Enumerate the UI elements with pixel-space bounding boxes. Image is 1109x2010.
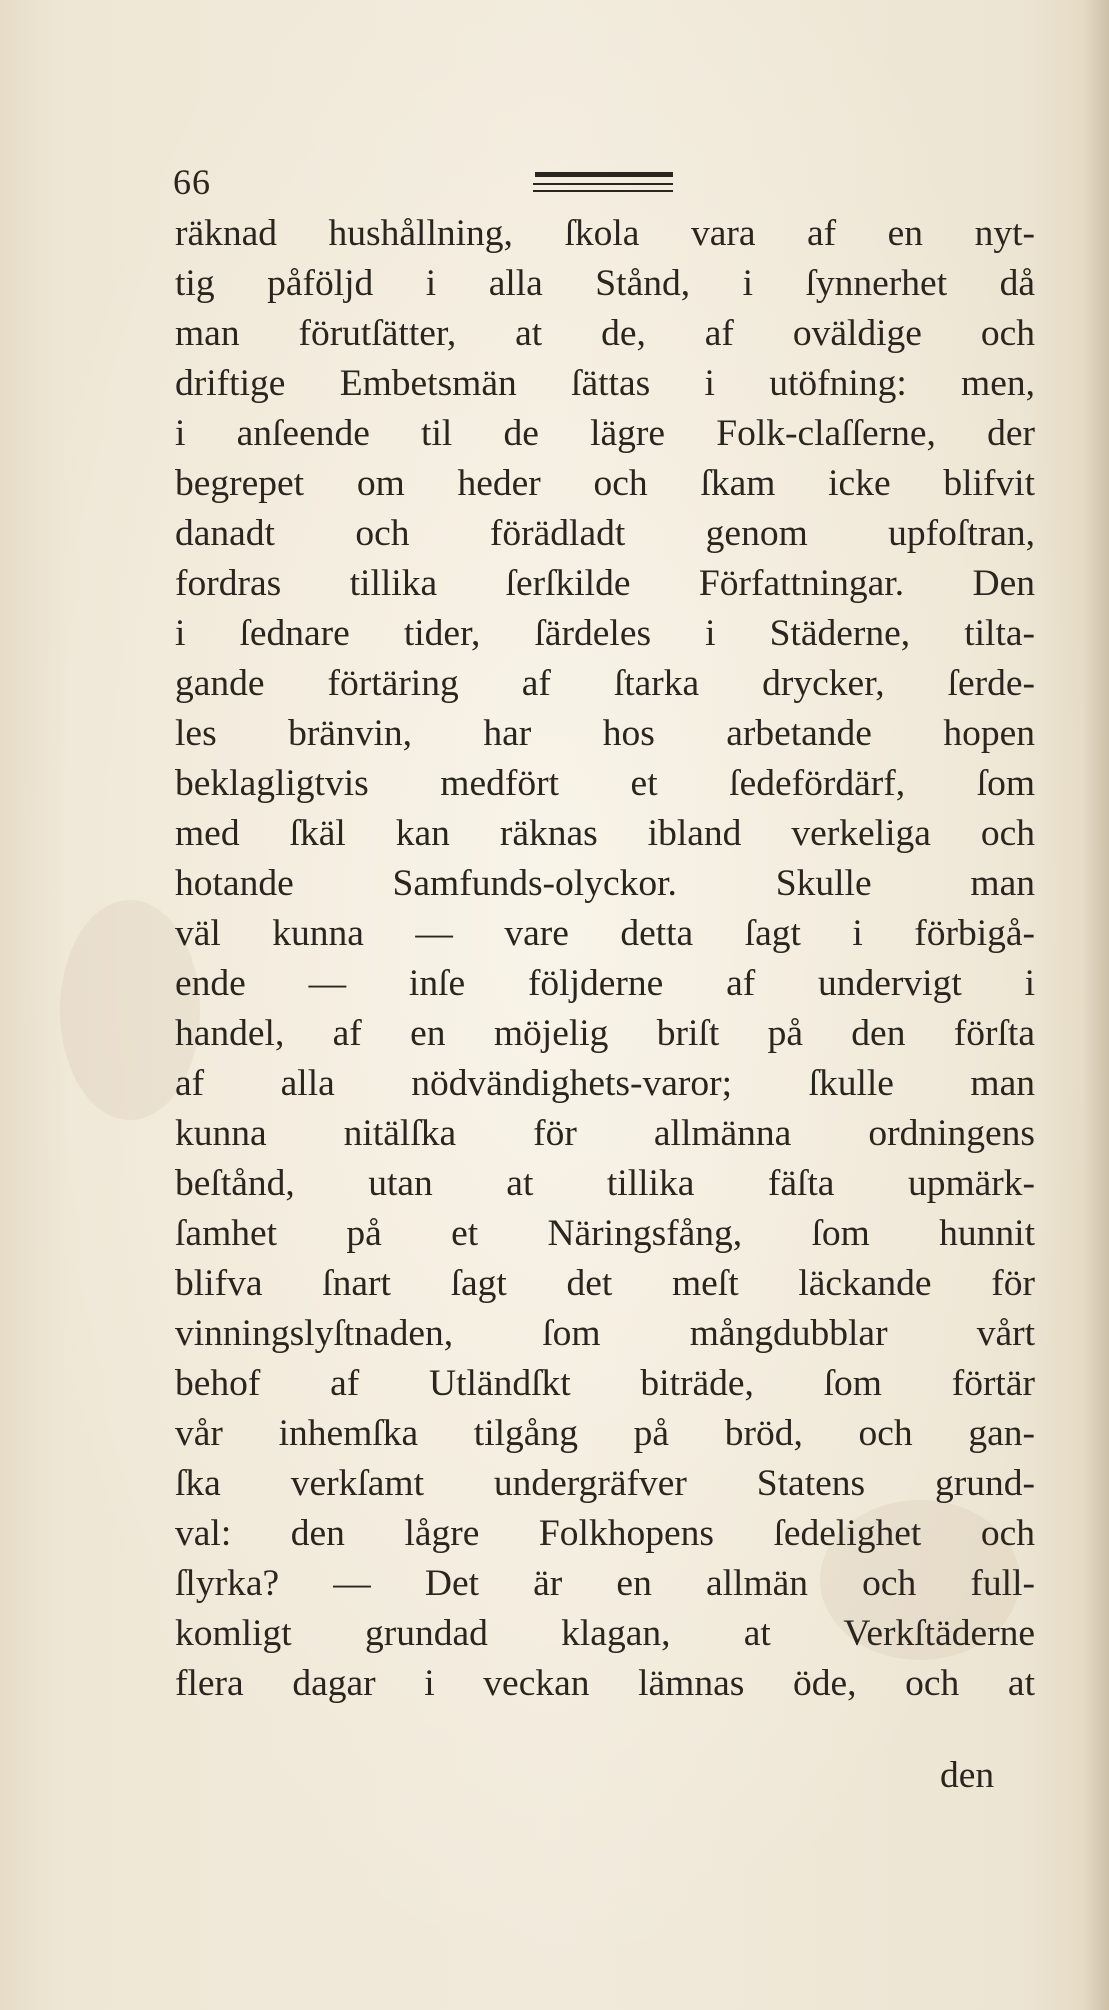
page-number: 66 <box>173 162 211 202</box>
text-line: behof af Utländſkt biträde, ſom förtär <box>175 1363 1035 1404</box>
text-line: hotande Samfunds-olyckor. Skulle man <box>175 863 1035 904</box>
text-line: beſtånd, utan at tillika fäſta upmärk- <box>175 1163 1035 1204</box>
text-line: kunna nitälſka för allmänna ordningens <box>175 1113 1035 1154</box>
text-line: beklagligtvis medfört et ſedefördärf, ſom <box>175 763 1035 804</box>
text-line: danadt och förädladt genom upfoſtran, <box>175 513 1035 554</box>
text-line: räknad hushållning, ſkola vara af en nyt- <box>175 213 1035 254</box>
text-line: blifva ſnart ſagt det meſt läckande för <box>175 1263 1035 1304</box>
text-line: ſamhet på et Näringsfång, ſom hunnit <box>175 1213 1035 1254</box>
text-line: tig påföljd i alla Stånd, i ſynnerhet då <box>175 263 1035 304</box>
text-line: med ſkäl kan räknas ibland verkeliga och <box>175 813 1035 854</box>
text-line: begrepet om heder och ſkam icke blifvit <box>175 463 1035 504</box>
text-line: les bränvin, har hos arbetande hopen <box>175 713 1035 754</box>
text-line: ſka verkſamt undergräfver Statens grund- <box>175 1463 1035 1504</box>
text-line: handel, af en möjelig briſt på den förſta <box>175 1013 1035 1054</box>
text-line: vår inhemſka tilgång på bröd, och gan- <box>175 1413 1035 1454</box>
text-line: väl kunna — vare detta ſagt i förbigå- <box>175 913 1035 954</box>
header-rule <box>535 172 673 177</box>
text-line: ſlyrka? — Det är en allmän och full- <box>175 1563 1035 1604</box>
text-line: af alla nödvändighets-varor; ſkulle man <box>175 1063 1035 1104</box>
text-line: i anſeende til de lägre Folk-claſſerne, der <box>175 413 1035 454</box>
text-line: driftige Embetsmän ſättas i utöfning: men, <box>175 363 1035 404</box>
text-line: val: den lågre Folkhopens ſedelighet och <box>175 1513 1035 1554</box>
body-text <box>175 210 1035 1810</box>
page-fold-shadow <box>1083 0 1109 2010</box>
text-line: gande förtäring af ſtarka drycker, ſerde- <box>175 663 1035 704</box>
text-line: ende — inſe följderne af undervigt i <box>175 963 1035 1004</box>
text-line: man förutſätter, at de, af oväldige och <box>175 313 1035 354</box>
text-line: i ſednare tider, ſärdeles i Städerne, tilta- <box>175 613 1035 654</box>
text-line: komligt grundad klagan, at Verkſtäderne <box>175 1613 1035 1654</box>
text-line: fordras tillika ſerſkilde Författningar. Den <box>175 563 1035 604</box>
text-line: flera dagar i veckan lämnas öde, och at <box>175 1663 1035 1704</box>
header-rule <box>533 183 673 185</box>
header-rule <box>533 190 673 192</box>
catchword: den <box>940 1755 995 1796</box>
text-line: vinningslyſtnaden, ſom mångdubblar vårt <box>175 1313 1035 1354</box>
